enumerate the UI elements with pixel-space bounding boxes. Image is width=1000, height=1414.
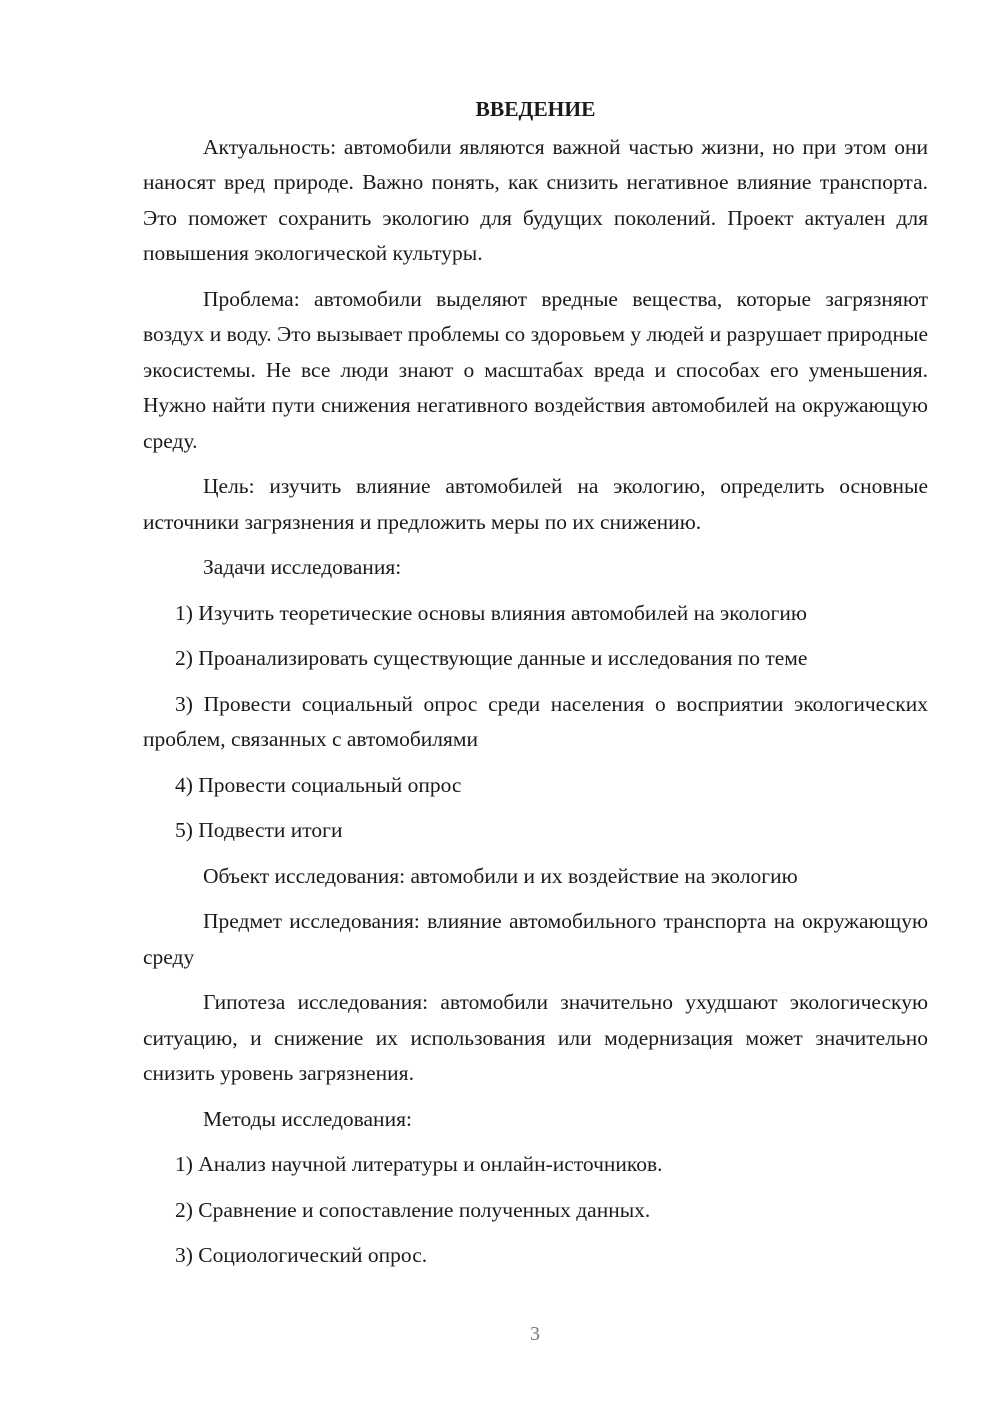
- task-item: 1) Изучить теоретические основы влияния автомобилей на экологию: [175, 600, 807, 625]
- page-number: 3: [530, 1323, 540, 1345]
- task-item: 5) Подвести итоги: [175, 818, 343, 842]
- task-item: 4) Провести социальный опрос: [175, 772, 462, 797]
- method-item: 1) Анализ научной литературы и онлайн-источников.: [175, 1152, 663, 1176]
- hypothesis-paragraph: Гипотеза исследования: автомобили значительно ухудшают экологическую ситуацию, и снижение их использования или модернизация может значительно снизить уровень загрязнения.: [143, 990, 928, 1085]
- document-page: [143, 92, 928, 1284]
- object-paragraph: Объект исследования: автомобили и их воздействие на экологию: [203, 863, 798, 888]
- task-item: 3) Провести социальный опрос среди населения о восприятии экологических проблем, связанных с автомобилями: [143, 691, 928, 751]
- actuality-paragraph: Актуальность: автомобили являются важной частью жизни, но при этом они наносят вред природе. Важно понять, как снизить негативное влияние транспорта. Это поможет сохранить экологию для будущих поколений. Проект актуален для повышения экологической культуры.: [143, 134, 928, 265]
- method-item: 3) Социологический опрос.: [175, 1243, 428, 1267]
- problem-paragraph: Проблема: автомобили выделяют вредные вещества, которые загрязняют воздух и воду. Это вызывает проблемы со здоровьем у людей и разрушает природные экосистемы. Не все люди знают о масштабах вреда и способах его уменьшения. Нужно найти пути снижения негативного воздействия автомобилей на окружающую среду.: [143, 286, 928, 453]
- method-item: 2) Сравнение и сопоставление полученных данных.: [175, 1197, 651, 1222]
- subject-paragraph: Предмет исследования: влияние автомобильного транспорта на окружающую среду: [143, 909, 928, 969]
- tasks-heading: Задачи исследования:: [203, 555, 402, 579]
- goal-paragraph: Цель: изучить влияние автомобилей на экологию, определить основные источники загрязнения и предложить меры по их снижению.: [143, 474, 928, 534]
- methods-heading: Методы исследования:: [203, 1106, 412, 1131]
- task-item: 2) Проанализировать существующие данные и исследования по теме: [175, 646, 808, 670]
- section-title: ВВЕДЕНИЕ: [475, 97, 596, 121]
